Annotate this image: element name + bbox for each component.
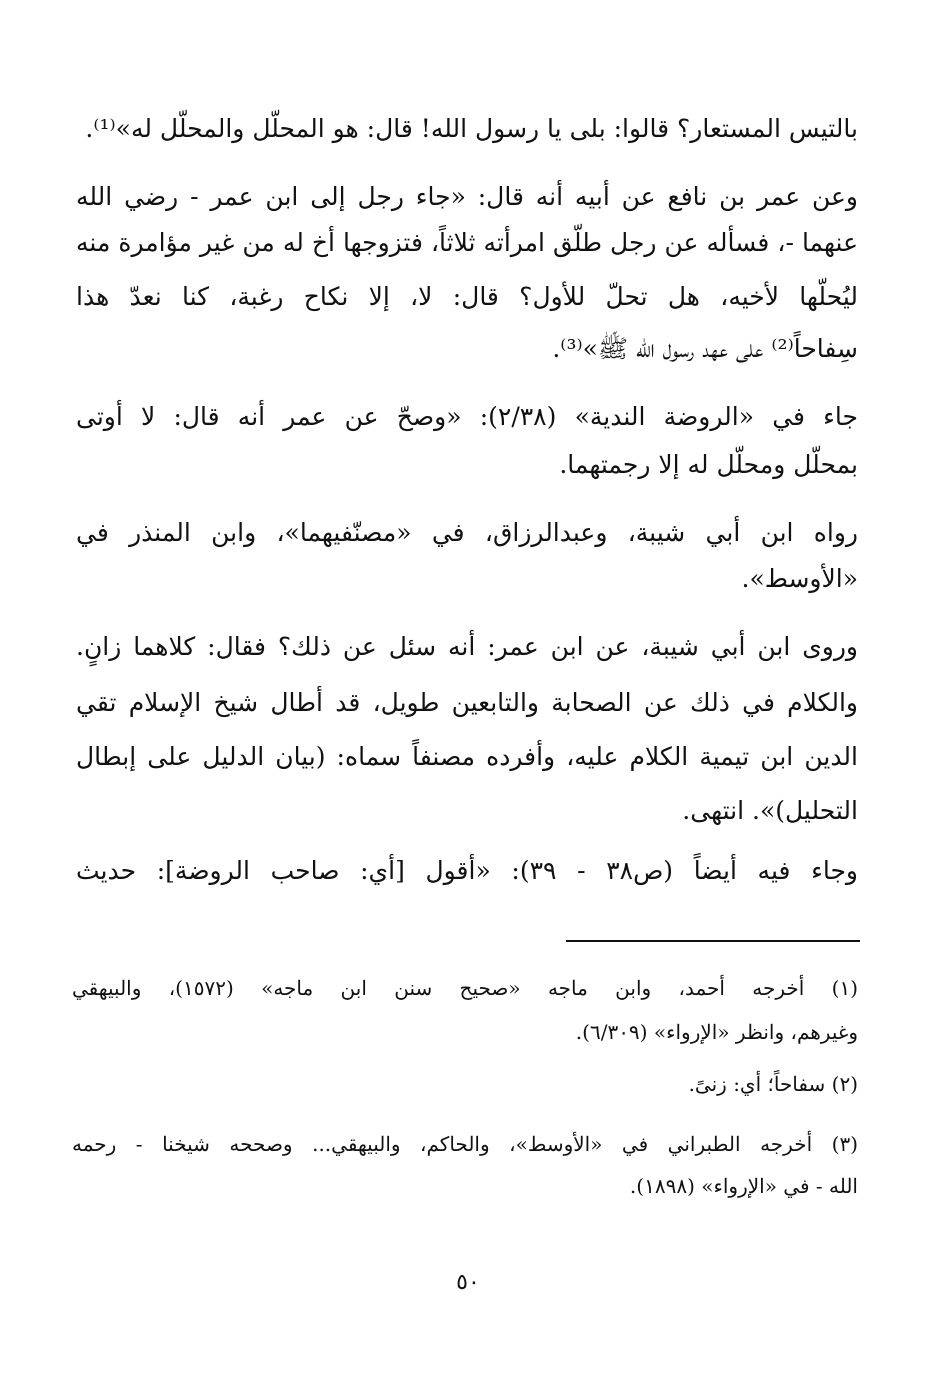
body-line: ليُحلّها لأخيه، هل تحلّ للأول؟ قال: لا، إلا نكاح رغبة، كنا نعدّ هذا [76, 282, 858, 311]
footnote-line: (٣) أخرجه الطبراني في «الأوسط»، والحاكم، والبيهقي... وصححه شيخنا - رحمه [72, 1132, 858, 1156]
page-number: ٥٠ [456, 1270, 480, 1295]
footnote-line: (٢) سفاحاً؛ أي: زنىً. [688, 1072, 858, 1096]
body-line: وروى ابن أبي شيبة، عن ابن عمر: أنه سئل عن ذلك؟ فقال: كلاهما زانٍ. [76, 632, 858, 661]
footnote-divider [566, 940, 860, 942]
body-line: الدين ابن تيمية الكلام عليه، وأفرده مصنفاً سماه: (بيان الدليل على إبطال [76, 742, 858, 771]
body-line: التحليل)». انتهى. [682, 796, 858, 825]
body-line: وعن عمر بن نافع عن أبيه أنه قال: «جاء رجل إلى ابن عمر - رضي الله [76, 182, 858, 211]
footnote-line: وغيرهم، وانظر «الإرواء» (٦/٣٠٩). [575, 1020, 858, 1044]
body-line: جاء في «الروضة الندية» (٢/٣٨): «وصحّ عن عمر أنه قال: لا أوتى [76, 402, 859, 431]
body-line: «الأوسط». [741, 564, 858, 593]
body-line: سِفاحاً⁽²⁾ على عهد رسول الله ﷺ»⁽³⁾. [552, 334, 858, 363]
footnote-line: (١) أخرجه أحمد، وابن ماجه «صحيح سنن ابن ماجه» (١٥٧٢)، والبيهقي [72, 976, 859, 1000]
body-line: وجاء فيه أيضاً (ص٣٨ - ٣٩): «أقول [أي: صاحب الروضة]: حديث [76, 856, 858, 885]
body-line: بمحلّل ومحلّل له إلا رجمتهما. [559, 450, 858, 479]
body-line: عنهما -، فسأله عن رجل طلّق امرأته ثلاثاً، فتزوجها أخ له من غير مؤامرة منه [76, 228, 858, 257]
footnote-line: الله - في «الإرواء» (١٨٩٨). [629, 1174, 858, 1198]
body-line: رواه ابن أبي شيبة، وعبدالرزاق، في «مصنّفيهما»، وابن المنذر في [76, 518, 858, 547]
body-line: بالتيس المستعار؟ قالوا: بلى يا رسول الله! قال: هو المحلّل والمحلّل له»⁽¹⁾. [85, 114, 858, 143]
body-line: والكلام في ذلك عن الصحابة والتابعين طويل، قد أطال شيخ الإسلام تقي [76, 688, 858, 717]
